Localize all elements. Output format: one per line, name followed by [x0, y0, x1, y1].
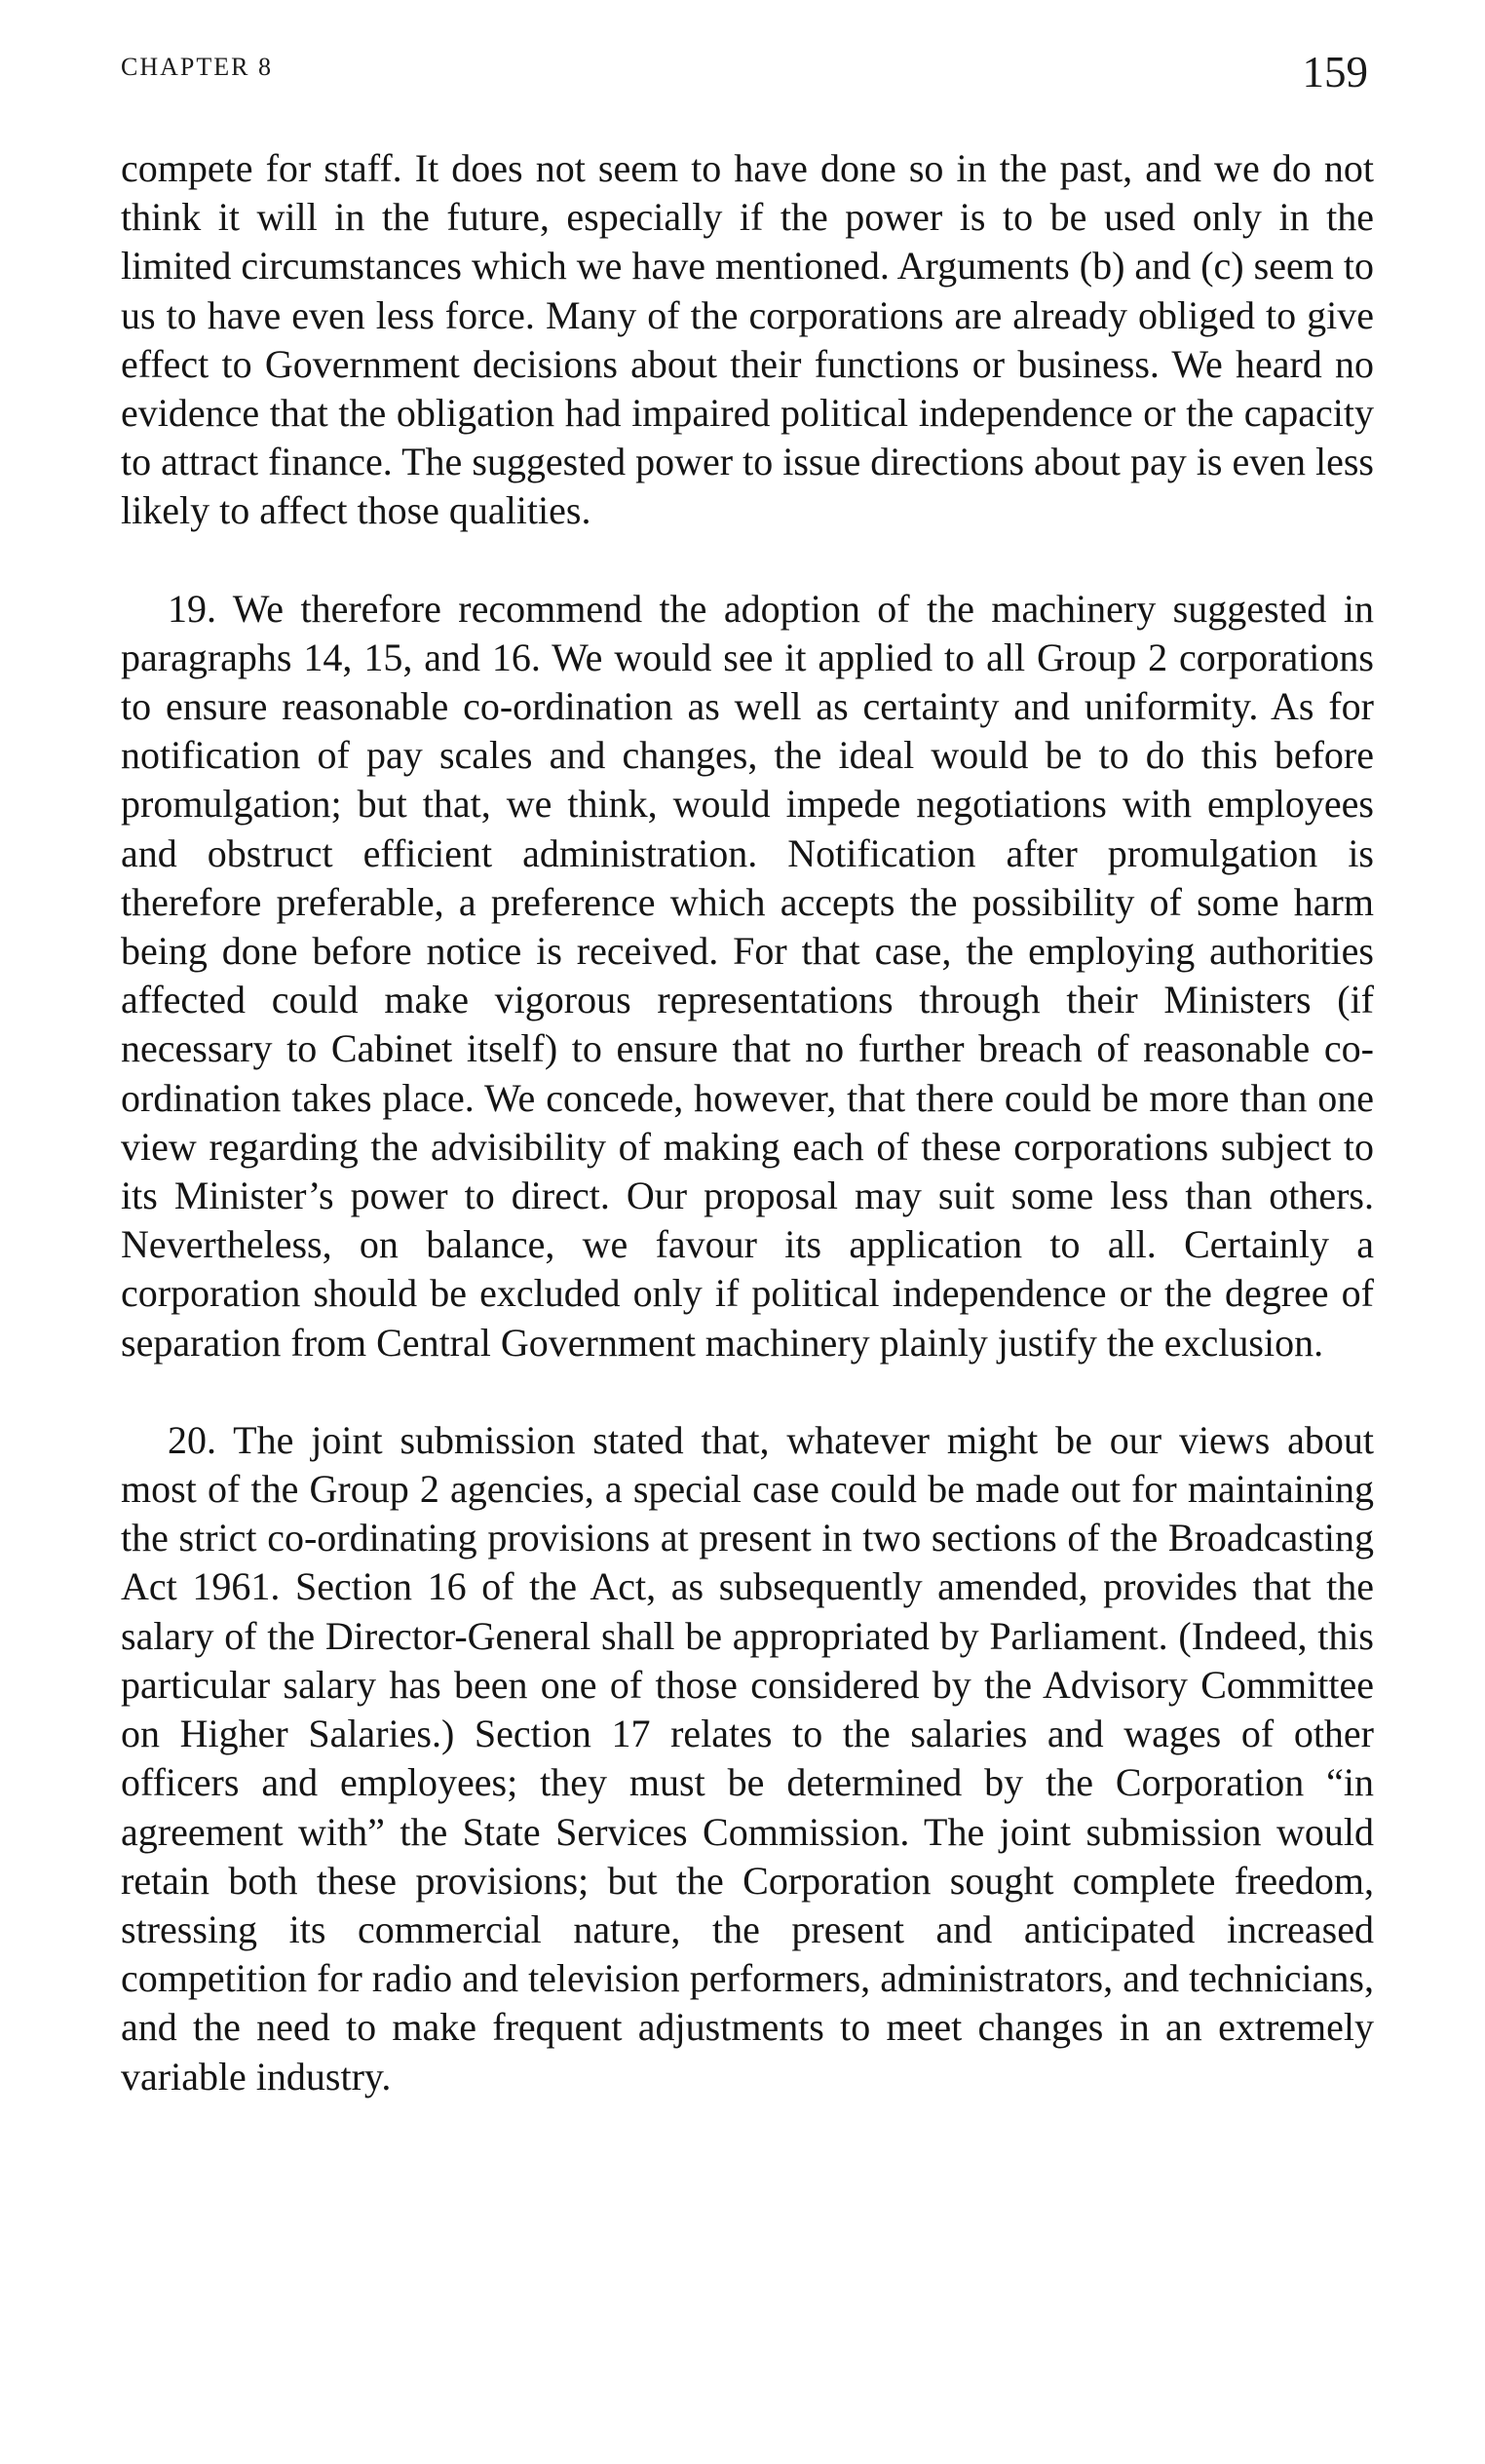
running-head: CHAPTER 8 — [121, 53, 273, 81]
paragraph-text: compete for staff. It does not seem to have done so in the past, and we do not think it will in the future, especially if the power is to be used only in the limited circumstances which we have mentioned. Arguments (b) and (c) seem to us to have even less force. Many of the corporations are already obliged to give effect to Government decisions about their functions or business. We heard no evidence that the obligation had impaired political independence or the capacity to attract finance. The suggested power to issue directions about pay is even less likely to affect those qualities. — [121, 146, 1374, 533]
paragraph-20 — [121, 1416, 1374, 2101]
paragraph-number: 19. — [168, 586, 216, 631]
body-text — [121, 144, 1374, 2101]
paragraph-19 — [121, 585, 1374, 1367]
page-number: 159 — [1302, 48, 1368, 96]
paragraph-text: The joint submission stated that, whatever might be our views about most of the Group 2 agencies, a special case could be made out for maintaining the strict co-ordinating provisions at present in two sections of the Broadcasting Act 1961. Section 16 of the Act, as subsequently amended, provides that the salary of the Director-General shall be appropriated by Parliament. (Indeed, this particular salary has been one of those considered by the Advisory Committee on Higher Salaries.) Section 17 relates to the salaries and wages of other officers and employees; they must be determined by the Corporation “in agreement with” the State Services Commission. The joint submission would retain both these provisions; but the Corporation sought complete freedom, stressing its commercial nature, the present and anticipated increased competition for radio and television performers, administrators, and technicians, and the need to make frequent adjustments to meet changes in an extremely variable industry. — [121, 1417, 1375, 2098]
paragraph-text: We therefore recommend the adoption of the machinery suggested in paragraphs 14, 15, and 16. We would see it applied to all Group 2 corporations to ensure reasonable co-ordination as well as certainty and uniformity. As for notification of pay scales and changes, the ideal would be to do this before promulgation; but that, we think, would impede negotiations with employees and obstruct efficient administration. Notification after promulgation is therefore preferable, a preference which accepts the possibility of some harm being done before notice is received. For that case, the employing authorities affected could make vigorous representations through their Ministers (if necessary to Cabinet itself) to ensure that no further breach of reasonable co-ordination takes place. We concede, however, that there could be more than one view regarding the advisibility of making each of these corporations subject to its Minister’s power to direct. Our proposal may suit some less than others. Nevertheless, on balance, we favour its application to all. Certainly a corporation should be excluded only if political independence or the degree of separation from Central Government machinery plainly justify the exclusion. — [121, 586, 1374, 1365]
paragraph-number: 20. — [168, 1417, 216, 1462]
paragraph-continuation — [121, 144, 1374, 536]
